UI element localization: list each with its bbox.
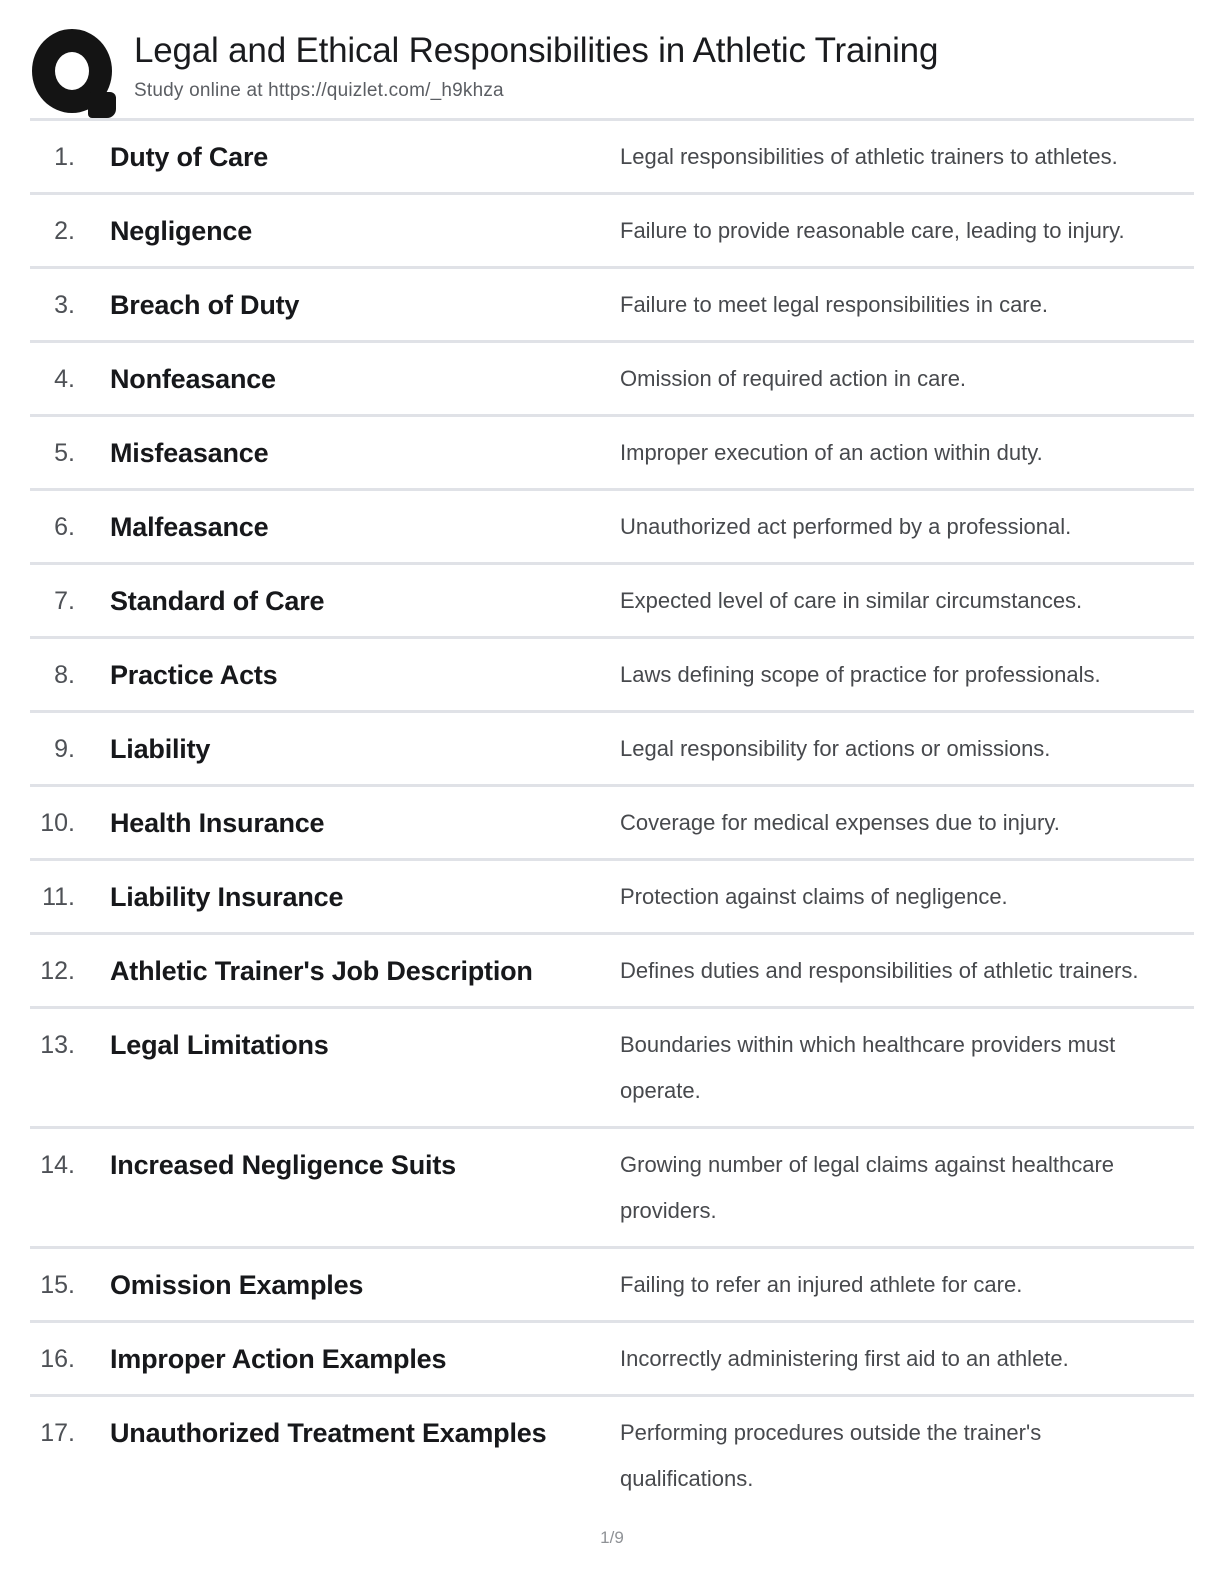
- page-title: Legal and Ethical Responsibilities in Athletic Training: [134, 31, 939, 70]
- definition-text: Failing to refer an injured athlete for care.: [620, 1272, 1023, 1297]
- term-text: Health Insurance: [110, 808, 325, 838]
- term-row: [30, 713, 1194, 787]
- term-text: Misfeasance: [110, 438, 269, 468]
- term-text: Practice Acts: [110, 660, 278, 690]
- definition-text: Protection against claims of negligence.: [620, 884, 1008, 909]
- term-text: Legal Limitations: [110, 1030, 329, 1060]
- term-text: Liability Insurance: [110, 882, 344, 912]
- term-row: [30, 195, 1194, 269]
- term-number: 11.: [42, 883, 75, 911]
- definition-text: Omission of required action in care.: [620, 366, 967, 391]
- term-row: [30, 1129, 1194, 1249]
- term-number: 14.: [40, 1151, 75, 1179]
- term-row: [30, 787, 1194, 861]
- terms-list: [30, 121, 1194, 1514]
- term-row: [30, 861, 1194, 935]
- term-row: [30, 269, 1194, 343]
- term-row: [30, 1009, 1194, 1129]
- header-text: [134, 26, 938, 102]
- term-text: Omission Examples: [110, 1270, 364, 1300]
- definition-text: Growing number of legal claims against healthcare providers.: [620, 1152, 1115, 1223]
- term-text: Malfeasance: [110, 512, 269, 542]
- term-row: [30, 565, 1194, 639]
- study-online-url: Study online at https://quizlet.com/_h9khza: [134, 80, 504, 101]
- term-row: [30, 1323, 1194, 1397]
- term-text: Unauthorized Treatment Examples: [110, 1418, 547, 1448]
- definition-text: Performing procedures outside the trainer's qualifications.: [620, 1420, 1042, 1491]
- definition-text: Coverage for medical expenses due to injury.: [620, 810, 1060, 835]
- term-text: Athletic Trainer's Job Description: [110, 956, 533, 986]
- term-text: Standard of Care: [110, 586, 325, 616]
- term-number: 2.: [54, 217, 75, 245]
- term-number: 10.: [40, 809, 75, 837]
- term-number: 13.: [40, 1031, 75, 1059]
- term-number: 8.: [54, 661, 75, 689]
- term-row: [30, 417, 1194, 491]
- term-row: [30, 121, 1194, 195]
- definition-text: Unauthorized act performed by a professional.: [620, 514, 1072, 539]
- definition-text: Failure to meet legal responsibilities in care.: [620, 292, 1048, 317]
- term-row: [30, 343, 1194, 417]
- definition-text: Defines duties and responsibilities of athletic trainers.: [620, 958, 1139, 983]
- term-text: Nonfeasance: [110, 364, 276, 394]
- term-row: [30, 1249, 1194, 1323]
- term-row: [30, 935, 1194, 1009]
- term-number: 15.: [40, 1271, 75, 1299]
- definition-text: Legal responsibilities of athletic trainers to athletes.: [620, 144, 1118, 169]
- term-number: 12.: [40, 957, 75, 985]
- page-footer: [30, 1528, 1194, 1548]
- term-number: 7.: [54, 587, 75, 615]
- term-number: 16.: [40, 1345, 75, 1373]
- definition-text: Improper execution of an action within duty.: [620, 440, 1043, 465]
- term-number: 6.: [54, 513, 75, 541]
- term-text: Duty of Care: [110, 142, 269, 172]
- definition-text: Failure to provide reasonable care, leading to injury.: [620, 218, 1125, 243]
- term-text: Breach of Duty: [110, 290, 300, 320]
- term-row: [30, 639, 1194, 713]
- definition-text: Legal responsibility for actions or omissions.: [620, 736, 1051, 761]
- term-row: [30, 1397, 1194, 1514]
- term-row: [30, 491, 1194, 565]
- definition-text: Expected level of care in similar circumstances.: [620, 588, 1083, 613]
- q-tail: [88, 92, 116, 118]
- term-number: 9.: [54, 735, 75, 763]
- term-number: 17.: [40, 1419, 75, 1447]
- term-number: 1.: [54, 143, 75, 171]
- term-text: Improper Action Examples: [110, 1344, 447, 1374]
- header: [30, 0, 1194, 121]
- definition-text: Incorrectly administering first aid to an athlete.: [620, 1346, 1069, 1371]
- term-number: 4.: [54, 365, 75, 393]
- term-text: Liability: [110, 734, 211, 764]
- definition-text: Boundaries within which healthcare providers must operate.: [620, 1032, 1116, 1103]
- term-number: 3.: [54, 291, 75, 319]
- definition-text: Laws defining scope of practice for professionals.: [620, 662, 1101, 687]
- page-indicator: 1/9: [600, 1528, 624, 1547]
- quizlet-q-logo-icon: [32, 26, 118, 118]
- term-number: 5.: [54, 439, 75, 467]
- term-text: Negligence: [110, 216, 253, 246]
- term-text: Increased Negligence Suits: [110, 1150, 456, 1180]
